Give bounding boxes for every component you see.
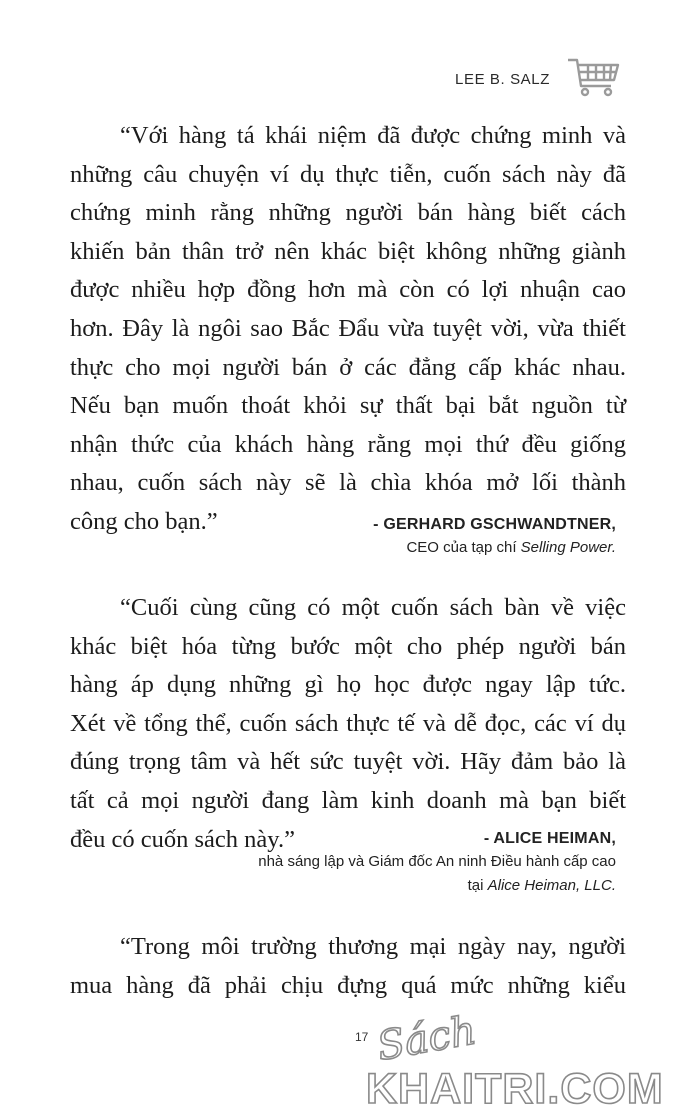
quote-line: mua hàng đã phải chịu đựng quá mức những kiểu <box>70 971 626 999</box>
attribution-role-2: tại Alice Heiman, LLC. <box>467 877 616 894</box>
quote-line: nhau, cuốn sách này sẽ là chìa khóa mở lối thành <box>70 469 626 497</box>
quote-line: thực cho mọi người bán ở các đẳng cấp khác nhau. <box>70 353 626 381</box>
author-name: LEE B. SALZ <box>455 70 550 88</box>
quote-line: được nhiều hợp đồng hơn mà còn có lợi nhuận cao <box>70 276 626 304</box>
quote-line: tất cả mọi người đang làm kinh doanh mà bạn biết <box>70 786 626 814</box>
quote-line: “Với hàng tá khái niệm đã được chứng minh và <box>120 122 626 149</box>
quote-line: Xét về tổng thể, cuốn sách thực tế và dễ đọc, các ví dụ <box>70 709 626 737</box>
quote-line: khiến bản thân trở nên khác biệt không những giành <box>70 237 626 265</box>
quote-line: hơn. Đây là ngôi sao Bắc Đẩu vừa tuyệt vời, vừa thiết <box>70 314 626 342</box>
watermark-brand-text: KHAITRI.COM <box>366 1065 664 1113</box>
quote-line: những câu chuyện ví dụ thực tiễn, cuốn sách này đã <box>70 160 626 188</box>
quote-line: nhận thức của khách hàng rằng mọi thứ đều giống <box>70 430 626 458</box>
quote-line: “Trong môi trường thương mại ngày nay, người <box>120 933 626 960</box>
attribution-name: - GERHARD GSCHWANDTNER, <box>373 516 616 533</box>
quote-1 <box>70 117 626 542</box>
quote-3 <box>70 928 626 1005</box>
quote-line: công cho bạn.” <box>70 507 218 535</box>
quote-line: đúng trọng tâm và hết sức tuyệt vời. Hãy đảm bảo là <box>70 748 626 776</box>
quote-line: khác biệt hóa từng bước một cho phép người bán <box>70 632 626 660</box>
watermark-script-text: Sách <box>373 1007 480 1071</box>
watermark-logo <box>360 1005 700 1120</box>
attribution-2 <box>258 828 616 898</box>
attribution-1 <box>373 514 616 560</box>
attribution-name: - ALICE HEIMAN, <box>483 830 616 847</box>
quote-line: hàng áp dụng những gì họ học được ngay lập tức. <box>70 671 626 699</box>
quote-line: chứng minh rằng những người bán hàng biết cách <box>70 199 626 227</box>
page-number: 17 <box>355 1030 369 1044</box>
quote-line: đều có cuốn sách này.” <box>70 825 295 853</box>
attribution-role: nhà sáng lập và Giám đốc An ninh Điều hành cấp cao <box>258 853 616 870</box>
quote-line: Nếu bạn muốn thoát khỏi sự thất bại bắt nguồn từ <box>70 392 626 420</box>
attribution-role: CEO của tạp chí Selling Power. <box>406 539 616 556</box>
shopping-cart-icon <box>564 52 622 98</box>
quote-line: “Cuối cùng cũng có một cuốn sách bàn về việc <box>120 594 626 621</box>
running-header <box>455 52 622 98</box>
quote-2 <box>70 589 626 859</box>
